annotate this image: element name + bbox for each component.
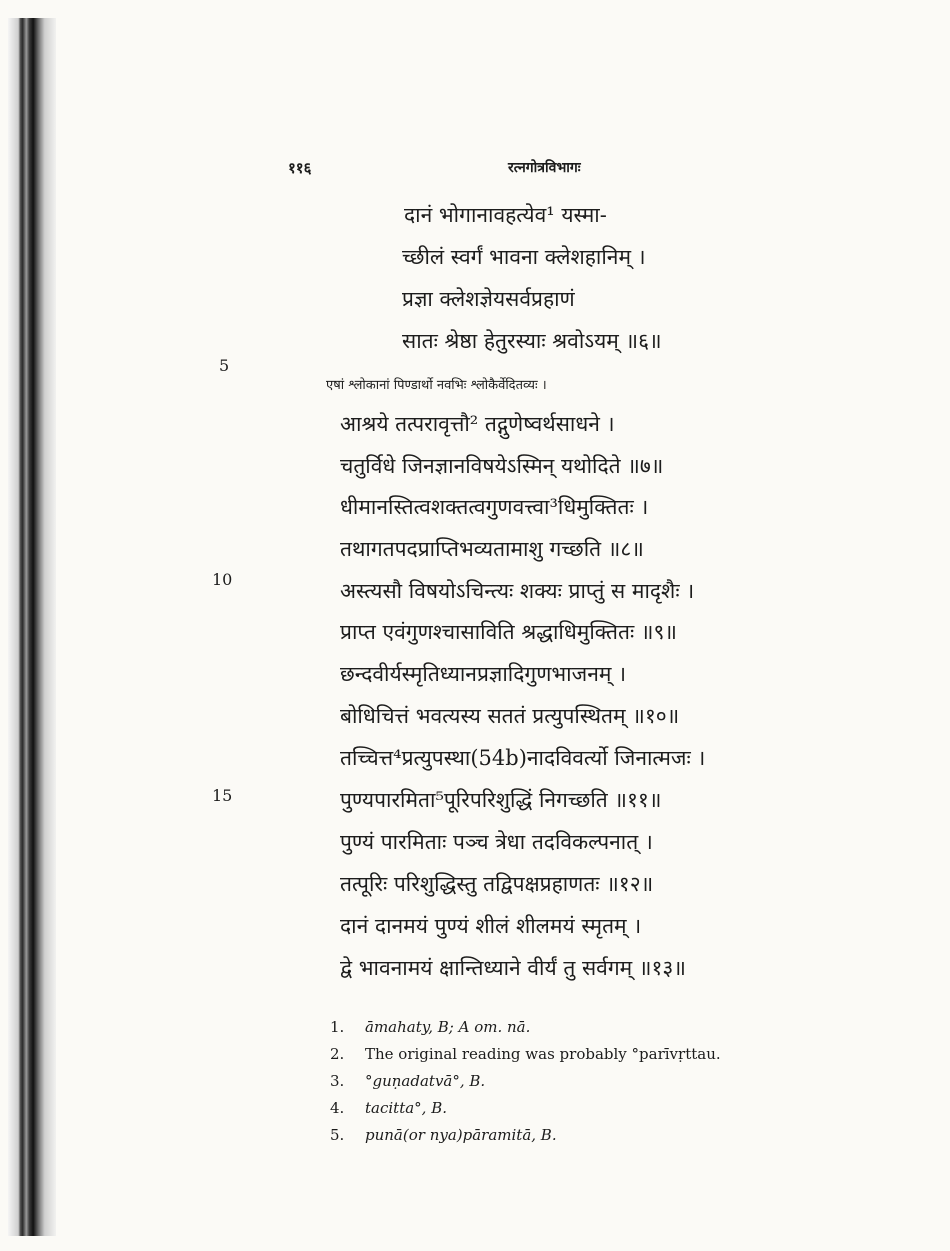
verse-line: च्छीलं स्वर्गं भावना क्लेशहानिम् । xyxy=(402,245,646,269)
running-title: रत्नगोत्रविभागः xyxy=(508,160,581,176)
footnote: 4. tacitta°, B. xyxy=(330,1099,447,1117)
verse-line: धीमानस्तित्वशक्तत्वगुणवत्त्वा³धिमुक्तितः । xyxy=(340,495,649,519)
page-number: ११६ xyxy=(288,159,312,177)
page-header xyxy=(0,158,950,182)
verse-line: प्रज्ञा क्लेशज्ञेयसर्वप्रहाणं xyxy=(402,287,575,311)
footnote: 1. āmahaty, B; A om. nā. xyxy=(330,1018,531,1036)
verse-line: दानं भोगानावहत्येव¹ यस्मा- xyxy=(404,203,607,227)
verse-line: पुण्यं पारमिताः पञ्च त्रेधा तदविकल्पनात् । xyxy=(340,830,653,854)
book-spine-shadow xyxy=(18,18,56,1236)
verse-line: चतुर्विधे जिनज्ञानविषयेऽस्मिन् यथोदिते ॥७॥ xyxy=(340,454,664,478)
line-number: 10 xyxy=(212,570,233,589)
verse-line: आश्रये तत्परावृत्तौ² तद्गुणेष्वर्थसाधने । xyxy=(340,412,615,436)
prose-note: एषां श्लोकानां पिण्डार्थो नवभिः श्लोकैर्वेदितव्यः । xyxy=(326,378,547,393)
footnote: 5. punā(or nya)pāramitā, B. xyxy=(330,1126,557,1144)
verse-line: तथागतपदप्राप्तिभव्यतामाशु गच्छति ॥८॥ xyxy=(340,537,644,561)
line-number: 5 xyxy=(219,356,230,375)
verse-line: तच्चित्त⁴प्रत्युपस्था(54b)नादविवर्त्यो जिनात्मजः । xyxy=(340,746,706,770)
verse-line: द्वे भावनामयं क्षान्तिध्याने वीर्यं तु सर्वगम् ॥१३॥ xyxy=(340,956,686,980)
verse-line: अस्त्यसौ विषयोऽचिन्त्यः शक्यः प्राप्तुं स मादृशैः । xyxy=(340,579,695,603)
verse-line: दानं दानमयं पुण्यं शीलं शीलमयं स्मृतम् । xyxy=(340,914,642,938)
verse-line: बोधिचित्तं भवत्यस्य सततं प्रत्युपस्थितम् ॥१०॥ xyxy=(340,704,680,728)
verse-line: प्राप्त एवंगुणश्चासाविति श्रद्धाधिमुक्तितः ॥९॥ xyxy=(340,620,677,644)
verse-line: छन्दवीर्यस्मृतिध्यानप्रज्ञादिगुणभाजनम् । xyxy=(340,662,627,686)
line-number: 15 xyxy=(212,786,233,805)
footnote: 2. The original reading was probably °parīvṛttau. xyxy=(330,1045,721,1063)
verse-line: पुण्यपारमिता⁵पूरिपरिशुद्धिं निगच्छति ॥११॥ xyxy=(340,788,662,812)
footnote: 3. °guṇadatvā°, B. xyxy=(330,1072,486,1090)
footnotes xyxy=(330,1014,721,1149)
verse-line: तत्पूरिः परिशुद्धिस्तु तद्विपक्षप्रहाणतः ॥१२॥ xyxy=(340,872,654,896)
page-edge xyxy=(8,18,18,1236)
verse-line: सातः श्रेष्ठा हेतुरस्याः श्रवोऽयम् ॥६॥ xyxy=(402,329,662,353)
